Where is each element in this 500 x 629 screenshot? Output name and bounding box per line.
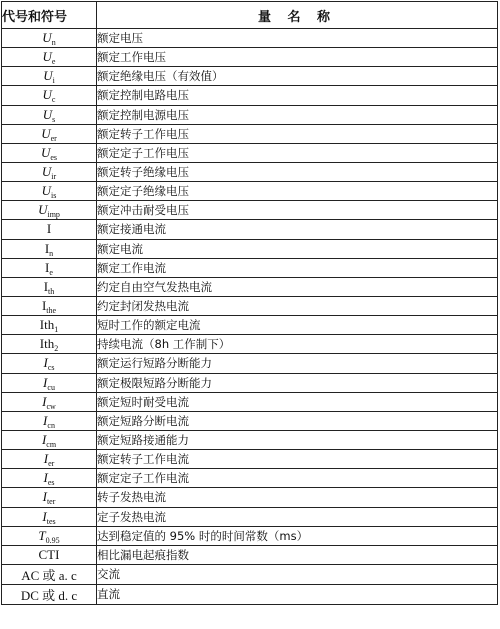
quantity-name-cell: 达到稳定值的 95% 时的时间常数（ms） [97,526,498,545]
symbol-main: U [42,30,52,46]
symbol-main: T [38,527,46,543]
symbol-cell [2,316,97,335]
symbol-cell [2,29,97,48]
symbol-subscript: er [48,459,55,469]
symbol-main: U [38,202,48,218]
table-row [2,373,498,392]
symbol-main: U [42,106,53,122]
table-row [2,469,498,488]
quantity-name-cell: 约定封闭发热电流 [97,296,498,315]
symbol-main: CTI [38,546,60,562]
symbol-subscript: i [52,76,55,86]
symbol-main: U [41,125,51,141]
table-row [2,450,498,469]
symbol-subscript: es [47,478,55,488]
table-row [2,526,498,545]
quantity-name-cell: 直流 [97,584,498,604]
table-row [2,67,498,86]
quantity-name-cell: 额定转子工作电压 [97,124,498,143]
symbol-subscript: c [51,95,56,105]
symbol-cell [2,48,97,67]
symbol-subscript: e [51,57,56,67]
symbol-main: I [44,240,50,256]
table-row [2,182,498,201]
symbol-cell [2,584,97,604]
symbol-main: I [42,489,47,505]
table-body [2,29,498,605]
symbol-main: I [46,221,52,237]
symbol-subscript: imp [47,210,60,220]
symbol-main: DC 或 d. c [20,587,78,603]
table-row [2,258,498,277]
symbol-main: U [40,144,51,160]
table-row [2,392,498,411]
symbol-cell [2,373,97,392]
table-row [2,162,498,181]
symbol-table [1,1,498,605]
symbol-cell [2,143,97,162]
symbol-subscript: 0.95 [45,535,60,545]
symbol-main: AC 或 a. c [21,567,77,583]
table-row [2,411,498,430]
header-meaning: 量 名 称 [97,2,498,29]
symbol-cell [2,354,97,373]
table-row [2,143,498,162]
symbol-main: U [43,68,53,84]
symbol-main: I [41,432,47,448]
quantity-name-cell: 定子发热电流 [97,507,498,526]
table-row [2,545,498,564]
symbol-subscript: n [49,248,54,258]
symbol-subscript: ter [46,497,56,507]
symbol-subscript: cs [47,363,55,373]
quantity-name-cell: 短时工作的额定电流 [97,316,498,335]
table-row [2,564,498,584]
symbol-subscript: cu [47,382,55,392]
symbol-subscript: cw [46,401,56,411]
symbol-cell [2,450,97,469]
table-row [2,354,498,373]
table-row [2,316,498,335]
table-row [2,584,498,604]
quantity-name-cell: 持续电流（8h 工作制下） [97,335,498,354]
symbol-subscript: 1 [54,325,59,335]
symbol-cell [2,430,97,449]
quantity-name-cell: 额定电流 [97,239,498,258]
symbol-cell [2,182,97,201]
symbol-cell [2,296,97,315]
table-row [2,335,498,354]
symbol-main: U [42,49,52,65]
quantity-name-cell: 额定控制电源电压 [97,105,498,124]
symbol-cell [2,507,97,526]
symbol-cell [2,201,97,220]
symbol-main: I [43,374,48,390]
quantity-name-cell: 额定转子工作电流 [97,450,498,469]
quantity-name-cell: 额定电压 [97,29,498,48]
quantity-name-cell: 额定极限短路分断能力 [97,373,498,392]
table-row [2,296,498,315]
quantity-name-cell: 额定定子工作电压 [97,143,498,162]
symbol-cell [2,162,97,181]
quantity-name-cell: 额定短路接通能力 [97,430,498,449]
symbol-main: U [41,183,52,199]
symbol-subscript: n [51,38,56,48]
header-code: 代号和符号 [2,2,97,29]
symbol-main: I [45,259,50,275]
quantity-name-cell: 额定短路分断电流 [97,411,498,430]
symbol-subscript: 2 [54,344,59,354]
symbol-cell [2,488,97,507]
quantity-name-cell: 额定短时耐受电流 [97,392,498,411]
symbol-cell [2,124,97,143]
symbol-main: I [42,393,47,409]
table-row [2,430,498,449]
symbol-cell [2,526,97,545]
quantity-name-cell: 额定控制电路电压 [97,86,498,105]
symbol-main: I [43,470,48,486]
quantity-name-cell: 相比漏电起痕指数 [97,545,498,564]
symbol-subscript: ir [51,172,57,182]
quantity-name-cell: 转子发热电流 [97,488,498,507]
table-row [2,105,498,124]
table-row [2,277,498,296]
quantity-name-cell: 额定冲击耐受电压 [97,201,498,220]
symbol-cell [2,105,97,124]
symbol-cell [2,469,97,488]
table-row [2,239,498,258]
symbol-subscript: e [49,267,53,277]
symbol-subscript: is [51,191,57,201]
symbol-subscript: th [48,286,55,296]
symbol-main: I [43,412,48,428]
symbol-cell [2,277,97,296]
symbol-cell [2,86,97,105]
symbol-subscript: cn [47,420,55,430]
table-row [2,124,498,143]
symbol-cell [2,411,97,430]
table-row [2,201,498,220]
quantity-name-cell: 额定定子绝缘电压 [97,182,498,201]
symbol-cell [2,258,97,277]
quantity-name-cell: 额定转子绝缘电压 [97,162,498,181]
symbol-main: U [42,87,52,103]
quantity-name-cell: 额定运行短路分断能力 [97,354,498,373]
symbol-cell [2,239,97,258]
quantity-name-cell: 额定定子工作电流 [97,469,498,488]
table-row [2,488,498,507]
quantity-name-cell: 交流 [97,564,498,584]
table-row [2,29,498,48]
symbol-main: I [42,508,47,524]
symbol-subscript: es [50,152,58,162]
symbol-main: I [43,355,48,371]
symbol-cell [2,392,97,411]
table-row [2,507,498,526]
symbol-cell [2,564,97,584]
quantity-name-cell: 约定自由空气发热电流 [97,277,498,296]
symbol-subscript: s [52,114,56,124]
table-row [2,86,498,105]
symbol-main: Ith [39,336,55,352]
quantity-name-cell: 额定工作电流 [97,258,498,277]
symbol-cell [2,335,97,354]
table-header-row [2,2,498,29]
quantity-name-cell: 额定接通电流 [97,220,498,239]
quantity-name-cell: 额定工作电压 [97,48,498,67]
table-row [2,48,498,67]
symbol-main: I [41,298,47,314]
symbol-main: I [43,278,49,294]
symbol-main: I [43,451,49,467]
symbol-subscript: er [50,133,57,143]
symbol-cell [2,220,97,239]
quantity-name-cell: 额定绝缘电压（有效值） [97,67,498,86]
symbol-main: Ith [39,317,55,333]
symbol-cell [2,545,97,564]
symbol-subscript: the [46,306,57,316]
symbol-subscript: tes [46,516,56,526]
symbol-main: U [41,164,52,180]
symbol-cell [2,67,97,86]
symbol-subscript: cm [46,440,57,450]
table-row [2,220,498,239]
